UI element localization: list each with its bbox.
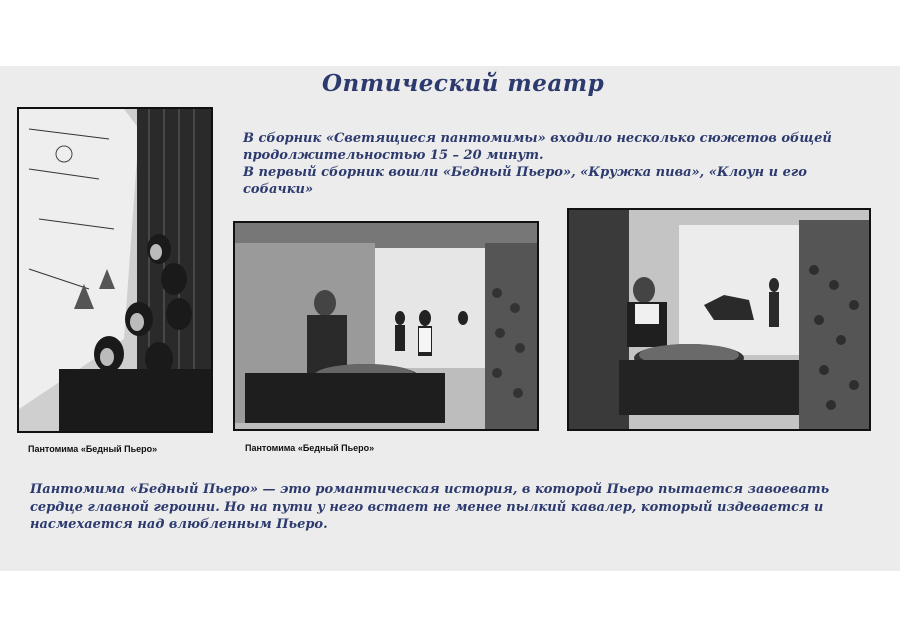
image-1-caption: Пантомима «Бедный Пьеро» bbox=[28, 444, 158, 454]
projectionist-pierrot-stage-engraving bbox=[233, 221, 539, 431]
projectionist-circus-scene-engraving bbox=[567, 208, 871, 431]
intro-paragraph-1: В сборник «Светящиеся пантомимы» входило несколько сюжетов общей продолжительностью 15 – 20 минут. bbox=[243, 131, 832, 163]
image-2-caption: Пантомима «Бедный Пьеро» bbox=[245, 443, 375, 453]
slide-title: Оптический театр bbox=[322, 70, 605, 97]
description-text: Пантомима «Бедный Пьеро» — это романтическая история, в которой Пьеро пытается завоевать сердце главной героини. Но на пути у него встает не менее пылкий кавалер, который издевается и насмехается над влюбленным Пьеро. bbox=[30, 482, 830, 532]
intro-paragraph-2: В первый сборник вошли «Бедный Пьеро», «Кружка пива», «Клоун и его собачки» bbox=[243, 165, 807, 197]
intro-text bbox=[243, 130, 843, 198]
audience-watching-pantomime-engraving bbox=[17, 107, 213, 433]
